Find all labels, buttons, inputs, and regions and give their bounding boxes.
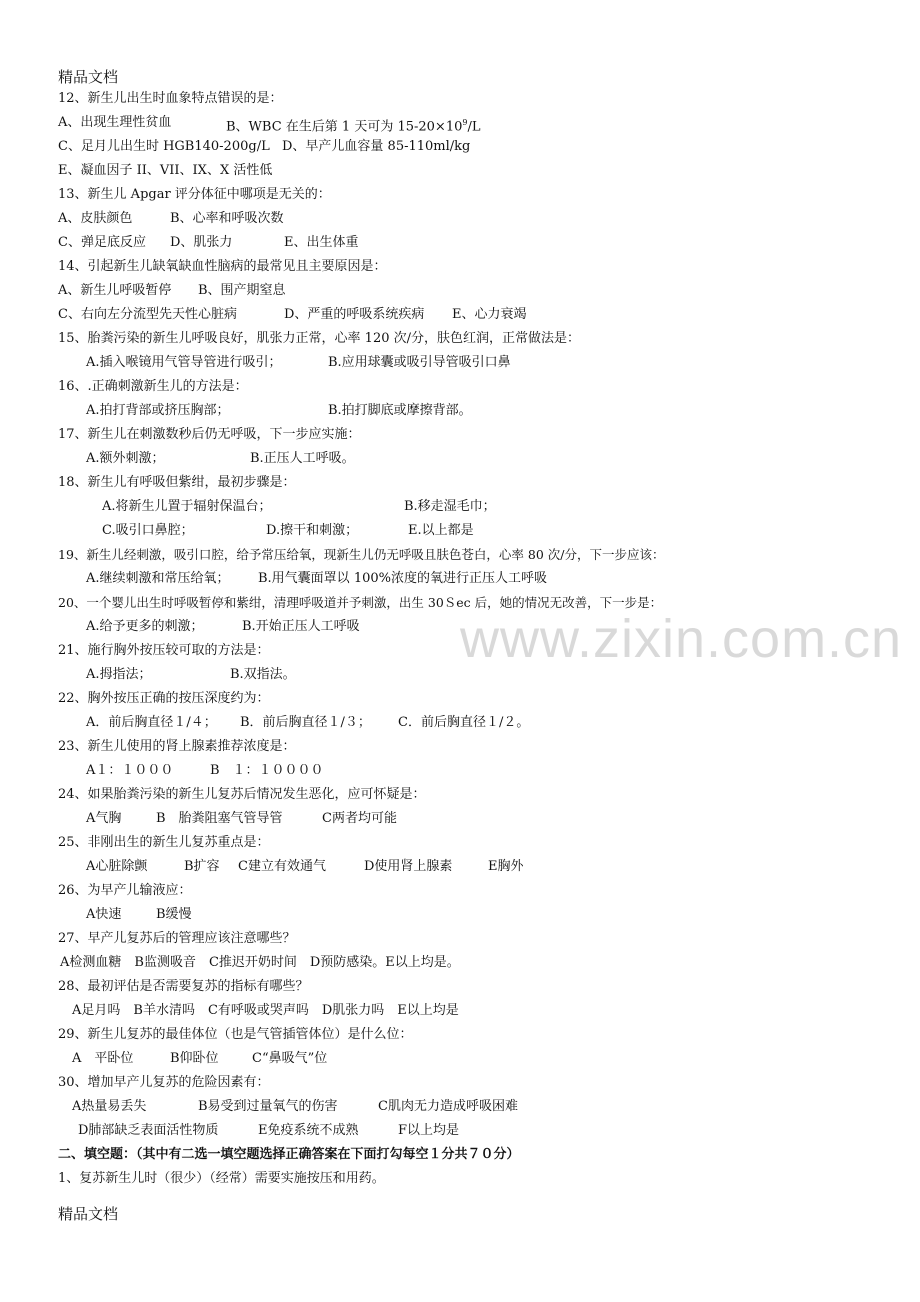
q30-option-d: D肺部缺乏表面活性物质 (78, 1123, 219, 1138)
q22-stem: 22、胸外按压正确的按压深度约为： (58, 691, 270, 706)
q13-option-b: B、心率和呼吸次数 (170, 211, 284, 226)
q12-option-b-unit: /L (467, 119, 481, 135)
q25-option-c: C建立有效通气 (238, 859, 326, 874)
q25-option-e: E胸外 (488, 859, 524, 874)
q24-option-b: B 胎粪阻塞气管导管 (156, 811, 283, 826)
q30-option-b: B易受到过量氧气的伤害 (198, 1099, 338, 1114)
q26-option-b: B缓慢 (156, 907, 192, 922)
q18-option-e: E.以上都是 (408, 523, 474, 538)
q25-stem: 25、非刚出生的新生儿复苏重点是： (58, 835, 270, 850)
q13-option-d: D、肌张力 (170, 235, 233, 250)
q19-option-a: A.继续刺激和常压给氧； (86, 571, 230, 586)
q30-stem: 30、增加早产儿复苏的危险因素有： (58, 1075, 270, 1090)
q16-option-b: B.拍打脚底或摩擦背部。 (328, 403, 472, 418)
q17-option-b: B.正压人工呼吸。 (250, 451, 355, 466)
q22-option-b: B．前后胸直径１/３； (240, 715, 371, 730)
q20-option-b: B.开始正压人工呼吸 (242, 619, 360, 634)
q21-option-b: B.双指法。 (230, 667, 296, 682)
q30-option-a: A热量易丢失 (72, 1099, 147, 1114)
q15-option-a: A.插入喉镜用气管导管进行吸引； (86, 355, 282, 370)
q12-option-c: C、足月儿出生时 HGB140-200g/L (58, 139, 270, 154)
q22-option-c: C．前后胸直径１/２。 (398, 715, 530, 730)
page-footer: 精品文档 (58, 1205, 119, 1223)
q12-option-b-sup: 9 (462, 118, 468, 127)
q12-option-b (226, 114, 480, 136)
q14-option-b: B、围产期窒息 (198, 283, 286, 298)
q16-option-a: A.拍打背部或挤压胸部； (86, 403, 230, 418)
page-header: 精品文档 (58, 68, 119, 86)
q13-option-e: E、出生体重 (284, 235, 359, 250)
q24-option-a: A气胸 (86, 811, 122, 826)
q30-option-c: C肌肉无力造成呼吸困难 (378, 1099, 518, 1114)
q29-stem: 29、新生儿复苏的最佳体位（也是气管插管体位）是什么位： (58, 1027, 413, 1042)
q17-stem: 17、新生儿在刺激数秒后仍无呼吸，下一步应实施： (58, 427, 361, 442)
q12-option-d: D、早产儿血容量 85-110ml/kg (282, 139, 471, 154)
q27-stem: 27、早产儿复苏后的管理应该注意哪些？ (58, 931, 296, 946)
q12-option-a: A、出现生理性贫血 (58, 115, 172, 130)
q15-option-b: B.应用球囊或吸引导管吸引口鼻 (328, 355, 511, 370)
section2-heading: 二、填空题：（其中有二选一填空题选择正确答案在下面打勾每空１分共７０分） (58, 1147, 520, 1162)
q18-option-d: D.擦干和刺激； (266, 523, 359, 538)
q17-option-a: A.额外刺激； (86, 451, 165, 466)
q16-stem: 16、.正确刺激新生儿的方法是： (58, 379, 248, 394)
q18-option-a: A.将新生儿置于辐射保温台； (102, 499, 272, 514)
q13-option-a: A、皮肤颜色 (58, 211, 133, 226)
q18-option-b: B.移走湿毛巾； (404, 499, 496, 514)
q13-stem: 13、新生儿 Apgar 评分体征中哪项是无关的： (58, 187, 331, 202)
q12-option-b-text: B、WBC 在生后第 1 天可为 15-20×10 (226, 119, 463, 135)
q26-option-a: A快速 (86, 907, 122, 922)
q24-stem: 24、如果胎粪污染的新生儿复苏后情况发生恶化，应可怀疑是： (58, 787, 426, 802)
fill-question-1: 1、复苏新生儿时（很少）（经常）需要实施按压和用药。 (58, 1171, 385, 1186)
q15-stem: 15、胎粪污染的新生儿呼吸良好，肌张力正常，心率 120 次/分，肤色红润，正常做法是： (58, 331, 581, 346)
q30-option-e: E免疫系统不成熟 (258, 1123, 359, 1138)
q14-stem: 14、引起新生儿缺氧缺血性脑病的最常见且主要原因是： (58, 259, 387, 274)
watermark: www.zixin.com.cn (460, 609, 903, 669)
q20-stem: 20、一个婴儿出生时呼吸暂停和紫绀，清理呼吸道并予刺激，出生 30Ｓec 后，她的情况无改善，下一步是： (58, 595, 663, 610)
q19-stem: 19、新生儿经刺激，吸引口腔，给予常压给氧，现新生儿仍无呼吸且肤色苍白，心率 80 次/分，下一步应该： (58, 547, 665, 562)
q12-stem: 12、新生儿出生时血象特点错误的是： (58, 91, 283, 106)
q22-option-a: A．前后胸直径１/４； (86, 715, 217, 730)
q14-option-d: D、严重的呼吸系统疾病 (284, 307, 425, 322)
q14-option-a: A、新生儿呼吸暂停 (58, 283, 172, 298)
q25-option-d: D使用肾上腺素 (364, 859, 453, 874)
q13-option-c: C、弹足底反应 (58, 235, 146, 250)
q19-option-b: B.用气囊面罩以 100%浓度的氧进行正压人工呼吸 (258, 571, 547, 586)
q28-options: A足月吗 B羊水清吗 C有呼吸或哭声吗 D肌张力吗 E以上均是 (72, 1003, 459, 1018)
q25-option-b: B扩容 (184, 859, 220, 874)
q27-options: A检测血糖 B监测吸音 C推迟开奶时间 D预防感染。E以上均是。 (60, 955, 460, 970)
q23-option-a: A１：１０００ (86, 763, 174, 778)
q26-stem: 26、为早产儿输液应： (58, 883, 192, 898)
q14-option-c: C、右向左分流型先天性心脏病 (58, 307, 237, 322)
q18-option-c: C.吸引口鼻腔； (102, 523, 194, 538)
q28-stem: 28、最初评估是否需要复苏的指标有哪些？ (58, 979, 309, 994)
q24-option-c: C两者均可能 (322, 811, 397, 826)
q21-option-a: A.拇指法； (86, 667, 152, 682)
q12-option-e: E、凝血因子 II、VII、IX、X 活性低 (58, 163, 273, 178)
q18-stem: 18、新生儿有呼吸但紫绀，最初步骤是： (58, 475, 296, 490)
q23-option-b: B １：１００００ (210, 763, 324, 778)
q21-stem: 21、施行胸外按压较可取的方法是： (58, 643, 270, 658)
q25-option-a: A心脏除颤 (86, 859, 148, 874)
q23-stem: 23、新生儿使用的肾上腺素推荐浓度是： (58, 739, 296, 754)
q14-option-e: E、心力衰竭 (452, 307, 527, 322)
q29-option-c: C“鼻吸气”位 (252, 1051, 328, 1066)
q20-option-a: A.给予更多的刺激； (86, 619, 204, 634)
q30-option-f: F以上均是 (398, 1123, 460, 1138)
q29-option-b: B仰卧位 (170, 1051, 219, 1066)
q29-option-a: A 平卧位 (72, 1051, 134, 1066)
